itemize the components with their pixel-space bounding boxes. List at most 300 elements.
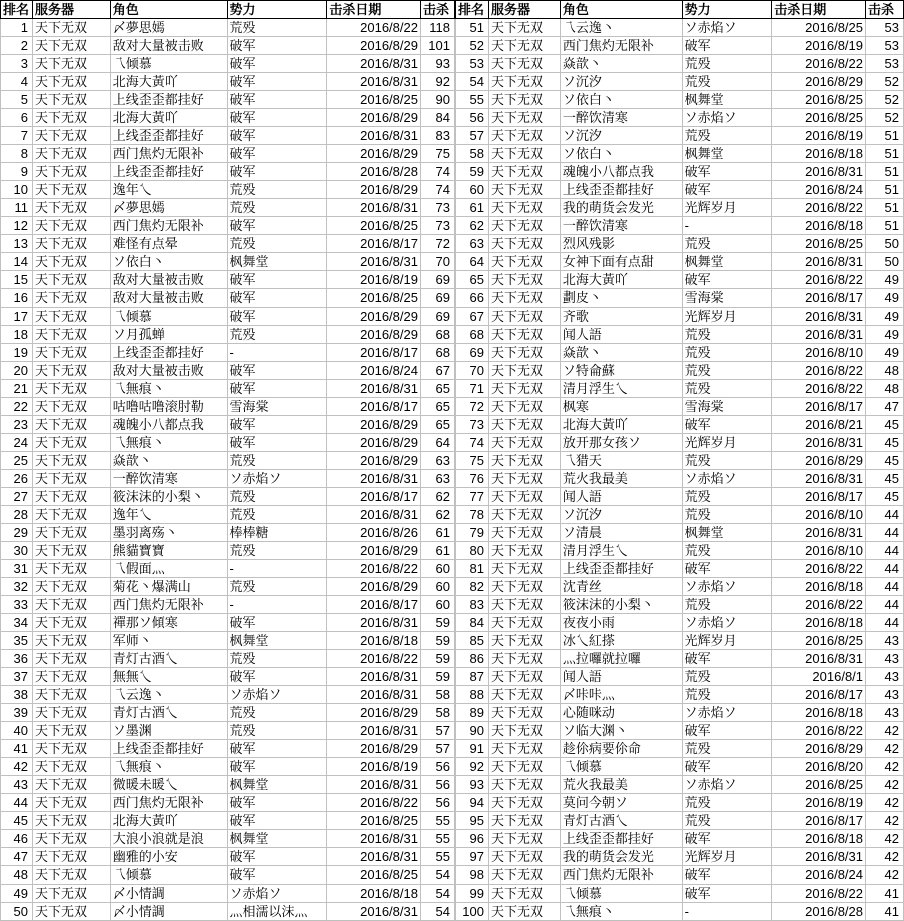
cell-faction[interactable]: 破军 [682,866,772,884]
cell-name[interactable]: 西门焦灼无限补 [110,217,227,235]
cell-date[interactable]: 2016/8/17 [772,686,866,704]
cell-kills[interactable]: 51 [866,127,904,145]
cell-date[interactable]: 2016/8/31 [772,307,866,325]
cell-date[interactable]: 2016/8/31 [327,686,421,704]
cell-date[interactable]: 2016/8/22 [772,55,866,73]
cell-server[interactable]: 天下无双 [32,415,110,433]
cell-name[interactable]: 北海大黃吖 [110,109,227,127]
cell-kills[interactable]: 56 [420,758,454,776]
cell-kills[interactable]: 49 [866,307,904,325]
cell-date[interactable]: 2016/8/31 [327,199,421,217]
cell-name[interactable]: 魂魄小八都点我 [560,163,682,181]
cell-server[interactable]: 天下无双 [32,343,110,361]
cell-rank[interactable]: 79 [456,523,489,541]
cell-kills[interactable]: 53 [866,55,904,73]
cell-date[interactable]: 2016/8/25 [772,776,866,794]
cell-rank[interactable]: 35 [1,632,33,650]
cell-rank[interactable]: 90 [456,722,489,740]
cell-rank[interactable]: 81 [456,559,489,577]
cell-name[interactable]: ソ墨渊 [110,722,227,740]
cell-rank[interactable]: 36 [1,650,33,668]
cell-server[interactable]: 天下无双 [32,758,110,776]
cell-server[interactable]: 天下无双 [488,253,560,271]
cell-date[interactable]: 2016/8/18 [772,830,866,848]
cell-rank[interactable]: 19 [1,343,33,361]
cell-name[interactable]: 乁倾慕 [110,307,227,325]
cell-kills[interactable]: 43 [866,668,904,686]
cell-server[interactable]: 天下无双 [488,704,560,722]
cell-kills[interactable]: 42 [866,722,904,740]
cell-faction[interactable]: 荒殁 [227,722,327,740]
cell-kills[interactable]: 42 [866,794,904,812]
cell-faction[interactable]: ソ赤焰ソ [682,469,772,487]
cell-date[interactable]: 2016/8/24 [327,361,421,379]
cell-date[interactable]: 2016/8/22 [772,271,866,289]
cell-name[interactable]: 筱沫沫的小梨丶 [560,596,682,614]
cell-server[interactable]: 天下无双 [32,884,110,902]
cell-date[interactable]: 2016/8/31 [772,848,866,866]
cell-server[interactable]: 天下无双 [32,722,110,740]
cell-kills[interactable]: 42 [866,866,904,884]
cell-date[interactable]: 2016/8/29 [772,740,866,758]
cell-date[interactable]: 2016/8/21 [772,415,866,433]
cell-kills[interactable]: 73 [420,217,454,235]
cell-name[interactable]: 菊花丶爆满山 [110,577,227,595]
cell-faction[interactable]: ソ赤焰ソ [682,19,772,37]
cell-faction[interactable]: 破军 [227,740,327,758]
cell-date[interactable]: 2016/8/29 [327,740,421,758]
cell-server[interactable]: 天下无双 [488,289,560,307]
cell-name[interactable]: 乁倾慕 [110,866,227,884]
cell-name[interactable]: ソ依白丶 [560,91,682,109]
cell-rank[interactable]: 77 [456,487,489,505]
cell-rank[interactable]: 41 [1,740,33,758]
cell-rank[interactable]: 21 [1,379,33,397]
cell-name[interactable]: 我的萌货会发光 [560,848,682,866]
cell-server[interactable]: 天下无双 [32,325,110,343]
cell-kills[interactable]: 44 [866,577,904,595]
cell-rank[interactable]: 68 [456,325,489,343]
cell-name[interactable]: 烈风残影 [560,235,682,253]
cell-server[interactable]: 天下无双 [32,91,110,109]
cell-date[interactable]: 2016/8/18 [327,884,421,902]
cell-faction[interactable]: ソ赤焰ソ [682,704,772,722]
cell-name[interactable]: 乁云逸丶 [110,686,227,704]
cell-server[interactable]: 天下无双 [488,325,560,343]
cell-server[interactable]: 天下无双 [32,668,110,686]
cell-kills[interactable]: 42 [866,758,904,776]
cell-name[interactable]: 無無乀 [110,668,227,686]
cell-name[interactable]: 西门焦灼无限补 [110,794,227,812]
cell-name[interactable]: 乁倾慕 [110,55,227,73]
cell-kills[interactable]: 43 [866,704,904,722]
cell-date[interactable]: 2016/8/25 [327,866,421,884]
cell-faction[interactable]: 荒殁 [227,577,327,595]
cell-faction[interactable]: 破军 [227,307,327,325]
cell-faction[interactable]: 破军 [682,415,772,433]
cell-faction[interactable]: 破军 [227,289,327,307]
cell-name[interactable]: 青灯古酒乀 [110,704,227,722]
cell-kills[interactable]: 64 [420,433,454,451]
cell-faction[interactable]: 光辉岁月 [682,632,772,650]
cell-faction[interactable]: 破军 [227,848,327,866]
cell-name[interactable]: 〆咔咔灬 [560,686,682,704]
cell-date[interactable]: 2016/8/31 [327,830,421,848]
cell-rank[interactable]: 18 [1,325,33,343]
cell-rank[interactable]: 75 [456,451,489,469]
cell-date[interactable]: 2016/8/25 [772,632,866,650]
cell-server[interactable]: 天下无双 [32,523,110,541]
cell-kills[interactable]: 56 [420,794,454,812]
cell-rank[interactable]: 62 [456,217,489,235]
cell-faction[interactable]: 破军 [227,55,327,73]
cell-server[interactable]: 天下无双 [488,55,560,73]
cell-kills[interactable]: 83 [420,127,454,145]
cell-faction[interactable]: 荒殁 [682,541,772,559]
cell-server[interactable]: 天下无双 [488,451,560,469]
cell-date[interactable]: 2016/8/31 [772,253,866,271]
cell-kills[interactable]: 45 [866,469,904,487]
cell-faction[interactable]: 雪海棠 [682,289,772,307]
cell-server[interactable]: 天下无双 [32,307,110,325]
cell-kills[interactable]: 68 [420,325,454,343]
cell-faction[interactable]: ソ赤焰ソ [682,577,772,595]
cell-kills[interactable]: 44 [866,505,904,523]
column-header-server[interactable]: 服务器 [488,1,560,19]
column-header-kills[interactable]: 击杀 [866,1,904,19]
cell-rank[interactable]: 95 [456,812,489,830]
cell-rank[interactable]: 58 [456,145,489,163]
cell-faction[interactable]: 光辉岁月 [682,307,772,325]
cell-server[interactable]: 天下无双 [488,397,560,415]
cell-faction[interactable]: 破军 [682,650,772,668]
cell-name[interactable]: 乁倾慕 [560,884,682,902]
cell-kills[interactable]: 51 [866,181,904,199]
cell-date[interactable]: 2016/8/19 [327,271,421,289]
cell-rank[interactable]: 56 [456,109,489,127]
cell-date[interactable]: 2016/8/18 [772,145,866,163]
column-header-server[interactable]: 服务器 [32,1,110,19]
cell-name[interactable]: 魂魄小八都点我 [110,415,227,433]
cell-server[interactable]: 天下无双 [488,127,560,145]
cell-kills[interactable]: 55 [420,812,454,830]
cell-name[interactable]: ソ临大渊丶 [560,722,682,740]
cell-faction[interactable]: 荒殁 [227,505,327,523]
cell-date[interactable]: 2016/8/29 [327,307,421,325]
cell-rank[interactable]: 13 [1,235,33,253]
cell-kills[interactable]: 44 [866,614,904,632]
cell-kills[interactable]: 50 [866,235,904,253]
cell-kills[interactable]: 59 [420,668,454,686]
cell-faction[interactable]: 荒殁 [682,235,772,253]
cell-name[interactable]: 我的萌货会发光 [560,199,682,217]
cell-rank[interactable]: 38 [1,686,33,704]
cell-server[interactable]: 天下无双 [488,902,560,920]
cell-kills[interactable]: 57 [420,740,454,758]
cell-faction[interactable]: 破军 [227,163,327,181]
cell-faction[interactable]: 枫舞堂 [682,91,772,109]
cell-kills[interactable]: 74 [420,181,454,199]
cell-faction[interactable]: - [227,596,327,614]
cell-kills[interactable]: 45 [866,433,904,451]
cell-faction[interactable]: 荒殁 [682,379,772,397]
cell-name[interactable]: ソ沉汐 [560,127,682,145]
cell-rank[interactable]: 3 [1,55,33,73]
cell-name[interactable]: 夜夜小雨 [560,614,682,632]
cell-server[interactable]: 天下无双 [32,541,110,559]
cell-server[interactable]: 天下无双 [32,596,110,614]
cell-date[interactable]: 2016/8/22 [772,722,866,740]
cell-server[interactable]: 天下无双 [488,343,560,361]
cell-faction[interactable]: - [682,902,772,920]
cell-name[interactable]: 心随咪动 [560,704,682,722]
cell-server[interactable]: 天下无双 [32,181,110,199]
cell-faction[interactable]: 枫舞堂 [227,632,327,650]
cell-server[interactable]: 天下无双 [488,632,560,650]
cell-date[interactable]: 2016/8/31 [772,163,866,181]
cell-kills[interactable]: 42 [866,776,904,794]
cell-rank[interactable]: 57 [456,127,489,145]
cell-server[interactable]: 天下无双 [32,37,110,55]
cell-rank[interactable]: 20 [1,361,33,379]
cell-name[interactable]: 敌对大量被击败 [110,37,227,55]
cell-date[interactable]: 2016/8/31 [327,469,421,487]
cell-kills[interactable]: 70 [420,253,454,271]
cell-rank[interactable]: 50 [1,902,33,920]
cell-date[interactable]: 2016/8/10 [772,505,866,523]
cell-server[interactable]: 天下无双 [488,668,560,686]
cell-server[interactable]: 天下无双 [32,632,110,650]
cell-faction[interactable]: 枫舞堂 [682,145,772,163]
cell-server[interactable]: 天下无双 [32,704,110,722]
cell-rank[interactable]: 16 [1,289,33,307]
cell-server[interactable]: 天下无双 [32,614,110,632]
cell-server[interactable]: 天下无双 [488,379,560,397]
cell-server[interactable]: 天下无双 [32,451,110,469]
cell-rank[interactable]: 40 [1,722,33,740]
cell-kills[interactable]: 49 [866,271,904,289]
cell-kills[interactable]: 118 [420,19,454,37]
cell-faction[interactable]: ソ赤焰ソ [682,109,772,127]
cell-rank[interactable]: 33 [1,596,33,614]
cell-server[interactable]: 天下无双 [488,596,560,614]
cell-rank[interactable]: 94 [456,794,489,812]
cell-date[interactable]: 2016/8/31 [327,902,421,920]
cell-rank[interactable]: 11 [1,199,33,217]
cell-server[interactable]: 天下无双 [488,776,560,794]
cell-kills[interactable]: 92 [420,73,454,91]
cell-faction[interactable]: 荒殁 [227,181,327,199]
cell-server[interactable]: 天下无双 [488,37,560,55]
cell-server[interactable]: 天下无双 [32,271,110,289]
cell-date[interactable]: 2016/8/29 [772,451,866,469]
cell-date[interactable]: 2016/8/22 [327,559,421,577]
cell-kills[interactable]: 51 [866,145,904,163]
cell-faction[interactable]: 棒棒糖 [227,523,327,541]
cell-date[interactable]: 2016/8/25 [772,91,866,109]
cell-date[interactable]: 2016/8/31 [327,127,421,145]
cell-faction[interactable]: ソ赤焰ソ [227,469,327,487]
cell-server[interactable]: 天下无双 [488,361,560,379]
cell-name[interactable]: 趁伱病要伱命 [560,740,682,758]
cell-server[interactable]: 天下无双 [32,235,110,253]
cell-name[interactable]: 北海大黃吖 [560,415,682,433]
cell-kills[interactable]: 44 [866,596,904,614]
cell-kills[interactable]: 55 [420,848,454,866]
cell-rank[interactable]: 5 [1,91,33,109]
cell-date[interactable]: 2016/8/22 [772,884,866,902]
cell-faction[interactable]: ソ赤焰ソ [682,776,772,794]
cell-name[interactable]: 乁無痕丶 [110,433,227,451]
cell-rank[interactable]: 88 [456,686,489,704]
cell-date[interactable]: 2016/8/17 [327,596,421,614]
cell-faction[interactable]: 雪海棠 [227,397,327,415]
cell-kills[interactable]: 65 [420,379,454,397]
cell-date[interactable]: 2016/8/22 [772,596,866,614]
cell-faction[interactable]: 破军 [227,668,327,686]
cell-name[interactable]: 上线歪歪都挂好 [560,181,682,199]
cell-faction[interactable]: 雪海棠 [682,397,772,415]
cell-kills[interactable]: 62 [420,487,454,505]
cell-server[interactable]: 天下无双 [488,722,560,740]
cell-date[interactable]: 2016/8/22 [772,379,866,397]
cell-date[interactable]: 2016/8/17 [772,812,866,830]
cell-kills[interactable]: 67 [420,361,454,379]
cell-faction[interactable]: 枫舞堂 [227,253,327,271]
cell-date[interactable]: 2016/8/22 [327,650,421,668]
cell-kills[interactable]: 44 [866,523,904,541]
cell-kills[interactable]: 51 [866,163,904,181]
cell-kills[interactable]: 42 [866,830,904,848]
cell-name[interactable]: 军师丶 [110,632,227,650]
cell-name[interactable]: 清月浮生乀 [560,379,682,397]
cell-date[interactable]: 2016/8/31 [327,379,421,397]
cell-name[interactable]: ソ依白丶 [110,253,227,271]
cell-date[interactable]: 2016/8/25 [327,217,421,235]
cell-server[interactable]: 天下无双 [488,884,560,902]
cell-server[interactable]: 天下无双 [488,217,560,235]
cell-faction[interactable]: 破军 [227,758,327,776]
cell-kills[interactable]: 44 [866,559,904,577]
cell-kills[interactable]: 61 [420,541,454,559]
cell-rank[interactable]: 22 [1,397,33,415]
cell-server[interactable]: 天下无双 [488,145,560,163]
cell-kills[interactable]: 51 [866,199,904,217]
cell-date[interactable]: 2016/8/22 [772,199,866,217]
cell-kills[interactable]: 47 [866,397,904,415]
cell-faction[interactable]: 荒殁 [682,127,772,145]
cell-rank[interactable]: 31 [1,559,33,577]
cell-date[interactable]: 2016/8/22 [327,19,421,37]
cell-faction[interactable]: 破军 [227,433,327,451]
cell-name[interactable]: 枫寒 [560,397,682,415]
cell-faction[interactable]: 枫舞堂 [682,523,772,541]
cell-faction[interactable]: 破军 [227,91,327,109]
cell-server[interactable]: 天下无双 [32,577,110,595]
cell-name[interactable]: 荒火我最美 [560,776,682,794]
cell-faction[interactable]: 破军 [227,415,327,433]
cell-server[interactable]: 天下无双 [488,271,560,289]
cell-server[interactable]: 天下无双 [488,487,560,505]
cell-kills[interactable]: 48 [866,379,904,397]
cell-date[interactable]: 2016/8/29 [327,181,421,199]
cell-name[interactable]: 沈青丝 [560,577,682,595]
cell-date[interactable]: 2016/8/29 [327,451,421,469]
cell-name[interactable]: 北海大黃吖 [110,812,227,830]
cell-date[interactable]: 2016/8/22 [772,361,866,379]
cell-faction[interactable]: - [682,217,772,235]
cell-date[interactable]: 2016/8/18 [327,632,421,650]
cell-kills[interactable]: 58 [420,704,454,722]
cell-kills[interactable]: 52 [866,109,904,127]
cell-rank[interactable]: 69 [456,343,489,361]
cell-faction[interactable]: ソ赤焰ソ [227,686,327,704]
cell-date[interactable]: 2016/8/31 [772,650,866,668]
cell-name[interactable]: 一醉饮清寒 [560,109,682,127]
cell-date[interactable]: 2016/8/17 [772,289,866,307]
cell-rank[interactable]: 45 [1,812,33,830]
cell-faction[interactable]: 荒殁 [682,325,772,343]
cell-server[interactable]: 天下无双 [32,740,110,758]
cell-server[interactable]: 天下无双 [488,740,560,758]
cell-faction[interactable]: 光辉岁月 [682,848,772,866]
cell-kills[interactable]: 53 [866,37,904,55]
cell-faction[interactable]: 破军 [227,145,327,163]
cell-faction[interactable]: 荒殁 [682,596,772,614]
cell-rank[interactable]: 23 [1,415,33,433]
cell-faction[interactable]: 荒殁 [682,361,772,379]
cell-date[interactable]: 2016/8/29 [327,433,421,451]
cell-rank[interactable]: 46 [1,830,33,848]
cell-kills[interactable]: 72 [420,235,454,253]
cell-rank[interactable]: 72 [456,397,489,415]
cell-faction[interactable]: 破军 [682,271,772,289]
cell-server[interactable]: 天下无双 [488,505,560,523]
cell-kills[interactable]: 65 [420,397,454,415]
cell-name[interactable]: 上线歪歪都挂好 [110,91,227,109]
cell-date[interactable]: 2016/8/31 [327,55,421,73]
cell-rank[interactable]: 17 [1,307,33,325]
cell-kills[interactable]: 101 [420,37,454,55]
cell-kills[interactable]: 59 [420,650,454,668]
cell-kills[interactable]: 58 [420,686,454,704]
cell-date[interactable]: 2016/8/24 [772,866,866,884]
cell-kills[interactable]: 50 [866,253,904,271]
cell-faction[interactable]: 破军 [227,217,327,235]
cell-rank[interactable]: 24 [1,433,33,451]
cell-name[interactable]: 女神下面有点甜 [560,253,682,271]
cell-server[interactable]: 天下无双 [488,830,560,848]
cell-rank[interactable]: 39 [1,704,33,722]
cell-faction[interactable]: 灬相濡以沫灬 [227,902,327,920]
cell-rank[interactable]: 99 [456,884,489,902]
cell-rank[interactable]: 4 [1,73,33,91]
cell-rank[interactable]: 66 [456,289,489,307]
cell-kills[interactable]: 43 [866,632,904,650]
cell-rank[interactable]: 34 [1,614,33,632]
column-header-rank[interactable]: 排名 [456,1,489,19]
cell-faction[interactable]: 破军 [227,794,327,812]
cell-kills[interactable]: 73 [420,199,454,217]
cell-faction[interactable]: 破军 [227,271,327,289]
cell-faction[interactable]: 破军 [227,361,327,379]
cell-rank[interactable]: 80 [456,541,489,559]
cell-date[interactable]: 2016/8/25 [772,109,866,127]
cell-kills[interactable]: 54 [420,866,454,884]
cell-server[interactable]: 天下无双 [32,19,110,37]
cell-faction[interactable]: 破军 [227,614,327,632]
cell-server[interactable]: 天下无双 [488,614,560,632]
